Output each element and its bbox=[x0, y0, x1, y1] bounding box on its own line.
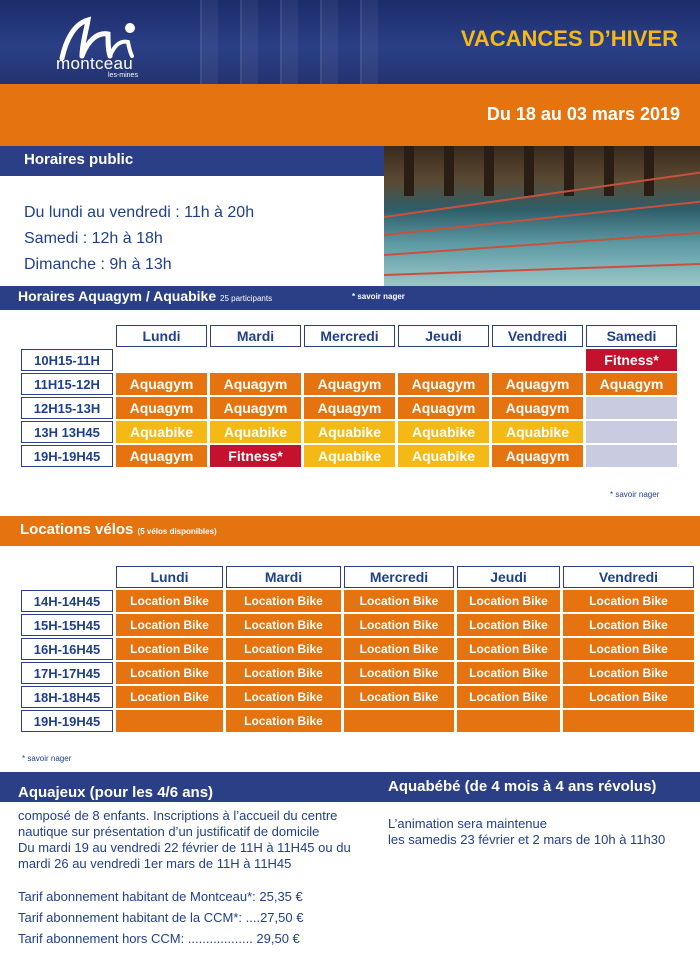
bike-rental-cell: Location Bike bbox=[457, 638, 560, 660]
bottom-heading-bar bbox=[0, 772, 700, 802]
bike-rental-cell: Location Bike bbox=[563, 686, 694, 708]
activity-cell: Aquagym bbox=[492, 397, 583, 419]
public-hours-list bbox=[24, 200, 254, 278]
window-decoration bbox=[240, 0, 258, 84]
time-slot: 18H-18H45 bbox=[21, 686, 113, 708]
activity-cell: Aquagym bbox=[304, 373, 395, 395]
time-slot: 11H15-12H bbox=[21, 373, 113, 395]
empty-cell bbox=[304, 349, 395, 371]
public-hours-weekdays: Du lundi au vendredi : 11h à 20h bbox=[24, 204, 255, 221]
aquagym-table-note: * savoir nager bbox=[610, 490, 660, 499]
logo-subtitle: les-mines bbox=[108, 72, 138, 79]
aquajeux-title: Aquajeux (pour les 4/6 ans) bbox=[18, 784, 214, 801]
tarif-ccm: Tarif abonnement habitant de la CCM*: ....27,50 € bbox=[18, 910, 304, 925]
empty-cell bbox=[344, 710, 454, 732]
aquagym-swim-note: * savoir nager bbox=[352, 292, 405, 301]
bike-rental-cell: Location Bike bbox=[563, 614, 694, 636]
aquagym-row bbox=[21, 373, 677, 395]
activity-cell: Aquabike bbox=[116, 421, 207, 443]
table-corner bbox=[21, 325, 113, 347]
activity-cell: Aquagym bbox=[116, 373, 207, 395]
activity-cell: Aquagym bbox=[304, 397, 395, 419]
window-decoration bbox=[280, 0, 298, 84]
bike-rental-table bbox=[18, 564, 697, 734]
aquagym-row bbox=[21, 421, 677, 443]
empty-cell bbox=[492, 349, 583, 371]
bike-rental-cell: Location Bike bbox=[116, 614, 223, 636]
bike-row bbox=[21, 662, 694, 684]
activity-cell: Aquabike bbox=[398, 421, 489, 443]
activity-cell: Fitness* bbox=[586, 349, 677, 371]
time-slot: 12H15-13H bbox=[21, 397, 113, 419]
activity-cell: Aquagym bbox=[210, 397, 301, 419]
aquagym-heading bbox=[0, 286, 700, 310]
activity-cell: Aquagym bbox=[116, 445, 207, 467]
aquabebe-line-1: L’animation sera maintenue bbox=[388, 816, 547, 831]
window-decoration bbox=[320, 0, 338, 84]
activity-cell: Aquagym bbox=[210, 373, 301, 395]
aquabebe-line-2: les samedis 23 février et 2 mars de 10h à 11h30 bbox=[388, 832, 666, 847]
time-slot: 19H-19H45 bbox=[21, 445, 113, 467]
bike-rental-title: Locations vélos bbox=[20, 521, 134, 538]
aquagym-row bbox=[21, 397, 677, 419]
bike-rental-cell: Location Bike bbox=[563, 590, 694, 612]
bike-rental-subtitle: (5 vélos disponibles) bbox=[137, 527, 217, 536]
activity-cell: Aquagym bbox=[398, 373, 489, 395]
tarif-montceau: Tarif abonnement habitant de Montceau*: 25,35 € bbox=[18, 889, 303, 904]
day-header: Mercredi bbox=[344, 566, 454, 588]
bike-row bbox=[21, 638, 694, 660]
aquagym-row bbox=[21, 349, 677, 371]
activity-cell: Aquagym bbox=[398, 397, 489, 419]
activity-cell: Aquagym bbox=[116, 397, 207, 419]
aquagym-header-row bbox=[21, 325, 677, 347]
aquagym-title: Horaires Aquagym / Aquabike bbox=[18, 288, 217, 304]
bike-rental-cell: Location Bike bbox=[226, 614, 341, 636]
aquagym-row bbox=[21, 445, 677, 467]
empty-cell bbox=[398, 349, 489, 371]
day-header: Mercredi bbox=[304, 325, 395, 347]
bike-rental-cell: Location Bike bbox=[344, 590, 454, 612]
public-hours-sunday: Dimanche : 9h à 13h bbox=[24, 256, 172, 273]
bike-rental-cell: Location Bike bbox=[344, 686, 454, 708]
activity-cell: Aquabike bbox=[492, 421, 583, 443]
table-corner bbox=[21, 566, 113, 588]
time-slot: 10H15-11H bbox=[21, 349, 113, 371]
time-slot: 17H-17H45 bbox=[21, 662, 113, 684]
day-header: Vendredi bbox=[492, 325, 583, 347]
empty-cell bbox=[116, 349, 207, 371]
aquagym-participants: 25 participants bbox=[220, 294, 273, 303]
empty-cell bbox=[586, 445, 677, 467]
day-header: Mardi bbox=[210, 325, 301, 347]
bike-row bbox=[21, 590, 694, 612]
bike-rental-cell: Location Bike bbox=[344, 662, 454, 684]
activity-cell: Fitness* bbox=[210, 445, 301, 467]
activity-cell: Aquagym bbox=[586, 373, 677, 395]
aquajeux-dates: Du mardi 19 au vendredi 22 février de 11H à 11H45 ou du mardi 26 au vendredi 1er mars de 11H à 11H45 bbox=[18, 840, 351, 871]
bike-rental-cell: Location Bike bbox=[563, 638, 694, 660]
day-header: Samedi bbox=[586, 325, 677, 347]
bike-rental-cell: Location Bike bbox=[226, 710, 341, 732]
time-slot: 15H-15H45 bbox=[21, 614, 113, 636]
bike-rental-cell: Location Bike bbox=[116, 662, 223, 684]
bike-rental-cell: Location Bike bbox=[226, 662, 341, 684]
time-slot: 14H-14H45 bbox=[21, 590, 113, 612]
public-hours-saturday: Samedi : 12h à 18h bbox=[24, 230, 163, 247]
day-header: Mardi bbox=[226, 566, 341, 588]
activity-cell: Aquabike bbox=[304, 421, 395, 443]
activity-cell: Aquagym bbox=[492, 373, 583, 395]
aquabebe-title: Aquabébé (de 4 mois à 4 ans révolus) bbox=[388, 778, 657, 795]
pool-photo bbox=[384, 146, 700, 286]
bike-rental-cell: Location Bike bbox=[226, 590, 341, 612]
window-decoration bbox=[360, 0, 378, 84]
activity-cell: Aquabike bbox=[398, 445, 489, 467]
empty-cell bbox=[563, 710, 694, 732]
bike-row bbox=[21, 614, 694, 636]
logo-wordmark: montceau bbox=[56, 54, 134, 73]
bike-row bbox=[21, 686, 694, 708]
activity-cell: Aquagym bbox=[492, 445, 583, 467]
bike-rental-cell: Location Bike bbox=[116, 686, 223, 708]
bike-table-note: * savoir nager bbox=[22, 754, 72, 763]
day-header: Vendredi bbox=[563, 566, 694, 588]
day-header: Lundi bbox=[116, 325, 207, 347]
aquagym-schedule-table bbox=[18, 323, 680, 469]
bike-row bbox=[21, 710, 694, 732]
aquabebe-description bbox=[388, 816, 698, 848]
bike-rental-cell: Location Bike bbox=[457, 686, 560, 708]
empty-cell bbox=[586, 421, 677, 443]
aquajeux-text: composé de 8 enfants. Inscriptions à l’accueil du centre nautique sur présentation d’un justificatif de domicile bbox=[18, 808, 338, 839]
bike-rental-cell: Location Bike bbox=[116, 590, 223, 612]
activity-cell: Aquabike bbox=[304, 445, 395, 467]
time-slot: 19H-19H45 bbox=[21, 710, 113, 732]
day-header: Lundi bbox=[116, 566, 223, 588]
empty-cell bbox=[210, 349, 301, 371]
time-slot: 13H 13H45 bbox=[21, 421, 113, 443]
aquajeux-description bbox=[18, 808, 378, 872]
bike-rental-heading bbox=[0, 516, 700, 546]
header-banner bbox=[0, 0, 700, 84]
empty-cell bbox=[586, 397, 677, 419]
public-hours-heading: Horaires public bbox=[0, 146, 384, 176]
activity-cell: Aquabike bbox=[210, 421, 301, 443]
bike-rental-cell: Location Bike bbox=[226, 686, 341, 708]
empty-cell bbox=[116, 710, 223, 732]
time-slot: 16H-16H45 bbox=[21, 638, 113, 660]
page-title: VACANCES D’HIVER bbox=[460, 26, 678, 51]
day-header: Jeudi bbox=[398, 325, 489, 347]
bike-rental-cell: Location Bike bbox=[457, 590, 560, 612]
bike-rental-cell: Location Bike bbox=[116, 638, 223, 660]
date-range: Du 18 au 03 mars 2019 bbox=[486, 104, 680, 124]
bike-header-row bbox=[21, 566, 694, 588]
tarif-hors-ccm: Tarif abonnement hors CCM: .................. 29,50 € bbox=[18, 931, 300, 946]
bike-rental-cell: Location Bike bbox=[344, 638, 454, 660]
bike-rental-cell: Location Bike bbox=[563, 662, 694, 684]
bike-rental-cell: Location Bike bbox=[457, 614, 560, 636]
empty-cell bbox=[457, 710, 560, 732]
bike-rental-cell: Location Bike bbox=[226, 638, 341, 660]
window-decoration bbox=[200, 0, 218, 84]
bike-rental-cell: Location Bike bbox=[457, 662, 560, 684]
day-header: Jeudi bbox=[457, 566, 560, 588]
bike-rental-cell: Location Bike bbox=[344, 614, 454, 636]
